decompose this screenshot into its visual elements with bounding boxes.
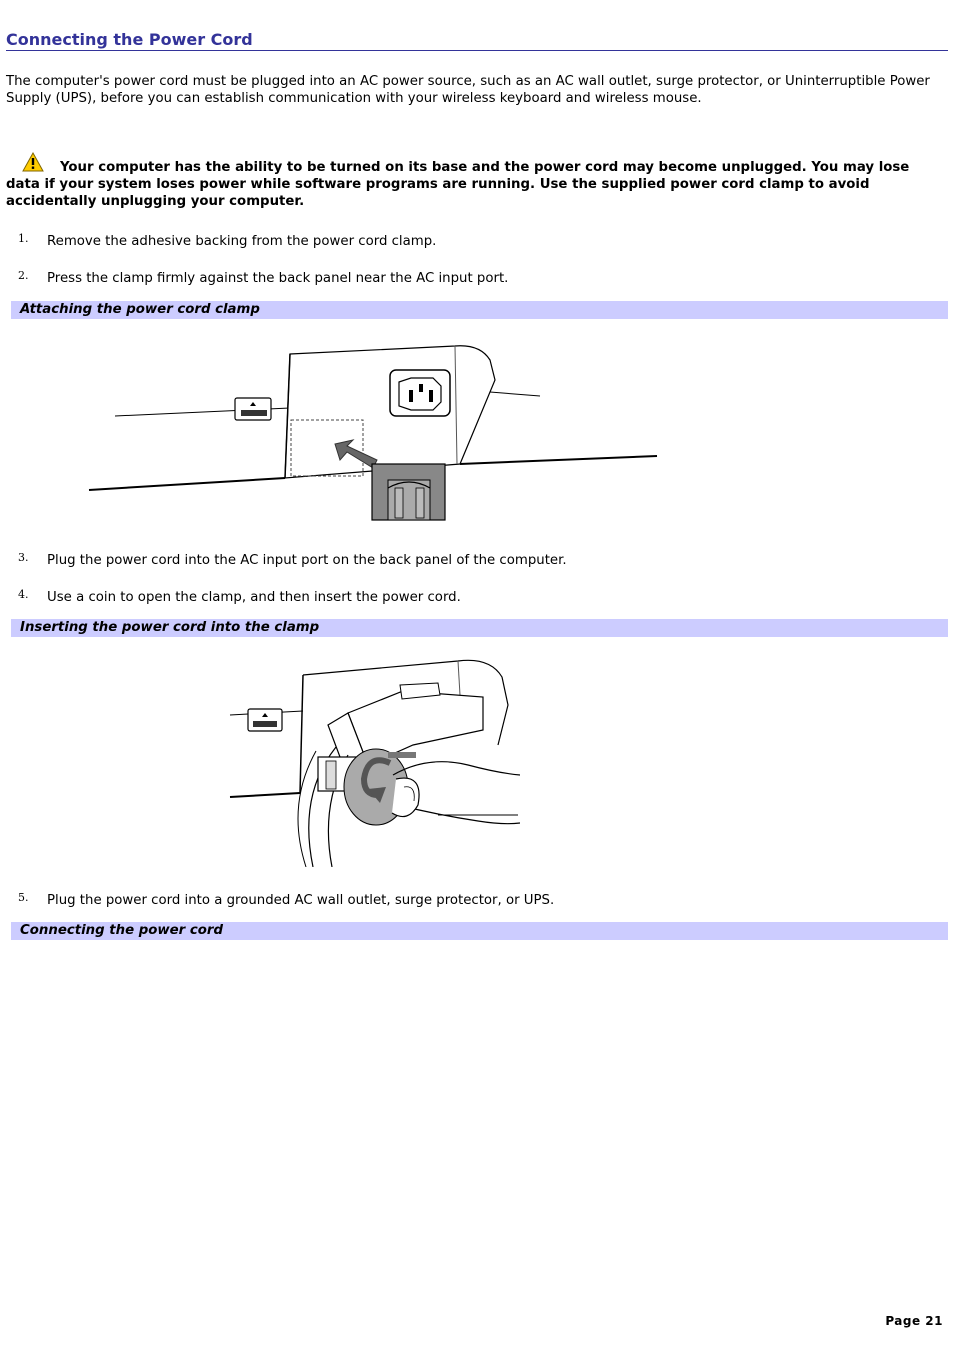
- caption-text: Inserting the power cord into the clamp: [20, 620, 320, 635]
- figure-caption-attaching-clamp: [11, 301, 948, 319]
- step-text: Use a coin to open the clamp, and then insert the power cord.: [47, 590, 461, 605]
- step-text: Remove the adhesive backing from the power cord clamp.: [47, 234, 437, 249]
- page-number: Page 21: [885, 1314, 943, 1328]
- step-text: Plug the power cord into the AC input port on the back panel of the computer.: [47, 553, 567, 568]
- step-number: 3.: [18, 551, 29, 564]
- caption-text: Connecting the power cord: [20, 923, 223, 938]
- warning-text: Your computer has the ability to be turned on its base and the power cord may become unplugged. You may lose data if your system loses power while software programs are running. Use the supplied power cord clamp to avoid accidentally unplugging your computer.: [6, 160, 910, 209]
- step-number: 4.: [18, 588, 29, 601]
- step-number: 2.: [18, 269, 29, 282]
- step-number: 5.: [18, 891, 29, 904]
- step-text: Plug the power cord into a grounded AC wall outlet, surge protector, or UPS.: [47, 893, 555, 908]
- inserting-cord-illustration: [228, 655, 520, 867]
- intro-paragraph: The computer's power cord must be plugged into an AC power source, such as an AC wall outlet, surge protector, or Uninterruptible Power Supply (UPS), before you can establish communication with your wireless keyboard and wireless mouse.: [6, 74, 930, 106]
- figure-caption-connecting-cord: [11, 922, 948, 940]
- page-title: Connecting the Power Cord: [6, 30, 948, 51]
- warning-note: [6, 152, 936, 210]
- caption-text: Attaching the power cord clamp: [20, 302, 260, 317]
- step-number: 1.: [18, 232, 29, 245]
- step-text: Press the clamp firmly against the back panel near the AC input port.: [47, 271, 509, 286]
- attaching-clamp-illustration: [85, 340, 665, 530]
- figure-caption-inserting-cord: [11, 619, 948, 637]
- warning-triangle-icon: [22, 152, 44, 172]
